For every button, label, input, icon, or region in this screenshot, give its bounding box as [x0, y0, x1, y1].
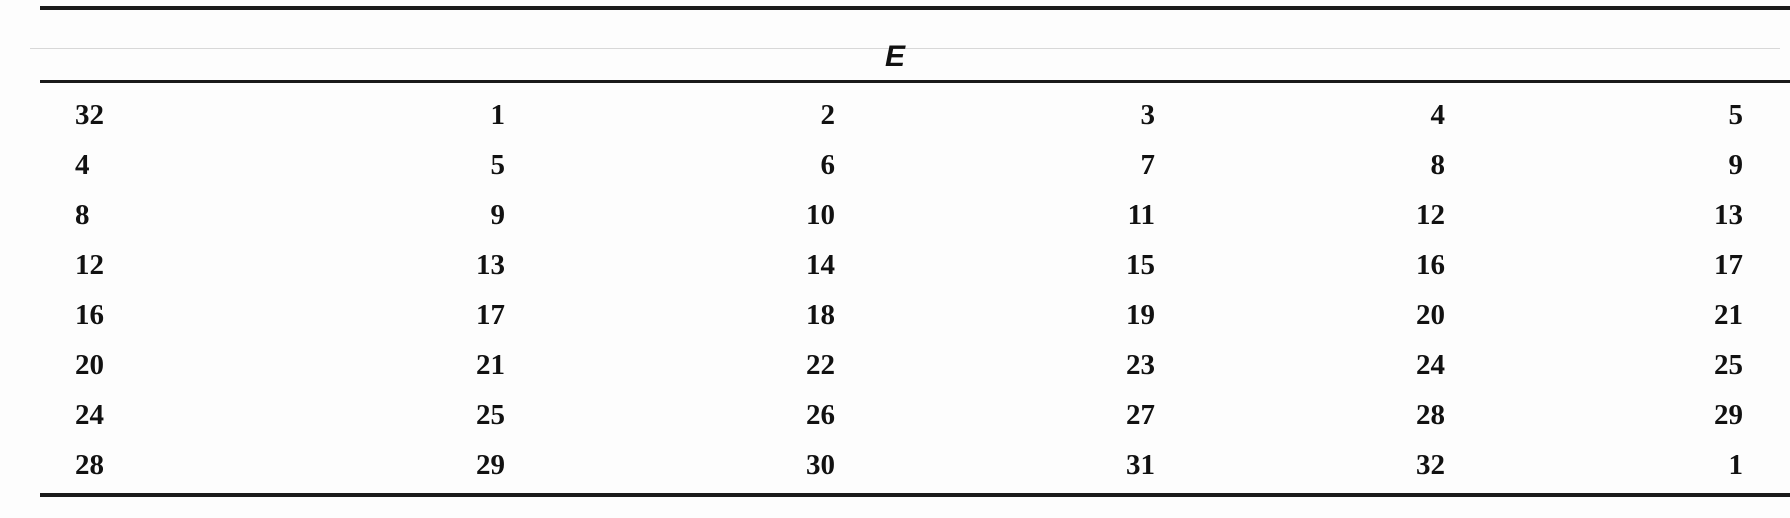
table-cell: 15: [1126, 248, 1155, 281]
table-cell: 5: [490, 148, 505, 181]
expansion-table: [75, 90, 1743, 490]
table-row: [75, 290, 1743, 340]
table-row: [75, 390, 1743, 440]
table-cell: 7: [1140, 148, 1155, 181]
table-cell: 2: [820, 98, 835, 131]
table-cell: 31: [1126, 448, 1155, 481]
table-cell: 20: [1416, 298, 1445, 331]
table-cell: 24: [1416, 348, 1445, 381]
table-caption: E: [884, 40, 905, 73]
table-row: [75, 190, 1743, 240]
table-cell: 9: [490, 198, 505, 231]
table-cell: 14: [806, 248, 835, 281]
table-cell: 21: [1714, 298, 1743, 331]
table-cell: 12: [1416, 198, 1445, 231]
table-cell: 8: [1430, 148, 1445, 181]
table-cell: 24: [75, 398, 104, 431]
table-cell: 11: [1127, 198, 1155, 231]
caption-rule: [40, 80, 1790, 83]
table-cell: 4: [75, 148, 90, 181]
table-cell: 23: [1126, 348, 1155, 381]
table-body: [75, 90, 1743, 490]
table-cell: 29: [476, 448, 505, 481]
table-cell: 26: [806, 398, 835, 431]
table-cell: 25: [476, 398, 505, 431]
table-cell: 16: [75, 298, 104, 331]
table-cell: 32: [1416, 448, 1445, 481]
table-cell: 13: [476, 248, 505, 281]
table-cell: 10: [806, 198, 835, 231]
table-cell: 28: [1416, 398, 1445, 431]
table-cell: 28: [75, 448, 104, 481]
table-cell: 5: [1728, 98, 1743, 131]
table-cell: 9: [1728, 148, 1743, 181]
table-cell: 16: [1416, 248, 1445, 281]
table-cell: 1: [1728, 448, 1743, 481]
table-cell: 6: [820, 148, 835, 181]
table-cell: 3: [1140, 98, 1155, 131]
top-rule: [40, 6, 1790, 10]
table-cell: 22: [806, 348, 835, 381]
table-cell: 20: [75, 348, 104, 381]
table-cell: 12: [75, 248, 104, 281]
table-row: [75, 90, 1743, 140]
table-cell: 17: [476, 298, 505, 331]
table-row: [75, 140, 1743, 190]
table-row: [75, 340, 1743, 390]
table-cell: 21: [476, 348, 505, 381]
table-cell: 1: [490, 98, 505, 131]
table-cell: 30: [806, 448, 835, 481]
table-row: [75, 240, 1743, 290]
table-cell: 13: [1714, 198, 1743, 231]
table-cell: 19: [1126, 298, 1155, 331]
table-cell: 8: [75, 198, 90, 231]
table-cell: 32: [75, 98, 104, 131]
table-cell: 25: [1714, 348, 1743, 381]
table-cell: 17: [1714, 248, 1743, 281]
table-cell: 29: [1714, 398, 1743, 431]
table-cell: 18: [806, 298, 835, 331]
table-cell: 4: [1430, 98, 1445, 131]
bottom-rule: [40, 493, 1790, 497]
table-row: [75, 440, 1743, 490]
table-cell: 27: [1126, 398, 1155, 431]
